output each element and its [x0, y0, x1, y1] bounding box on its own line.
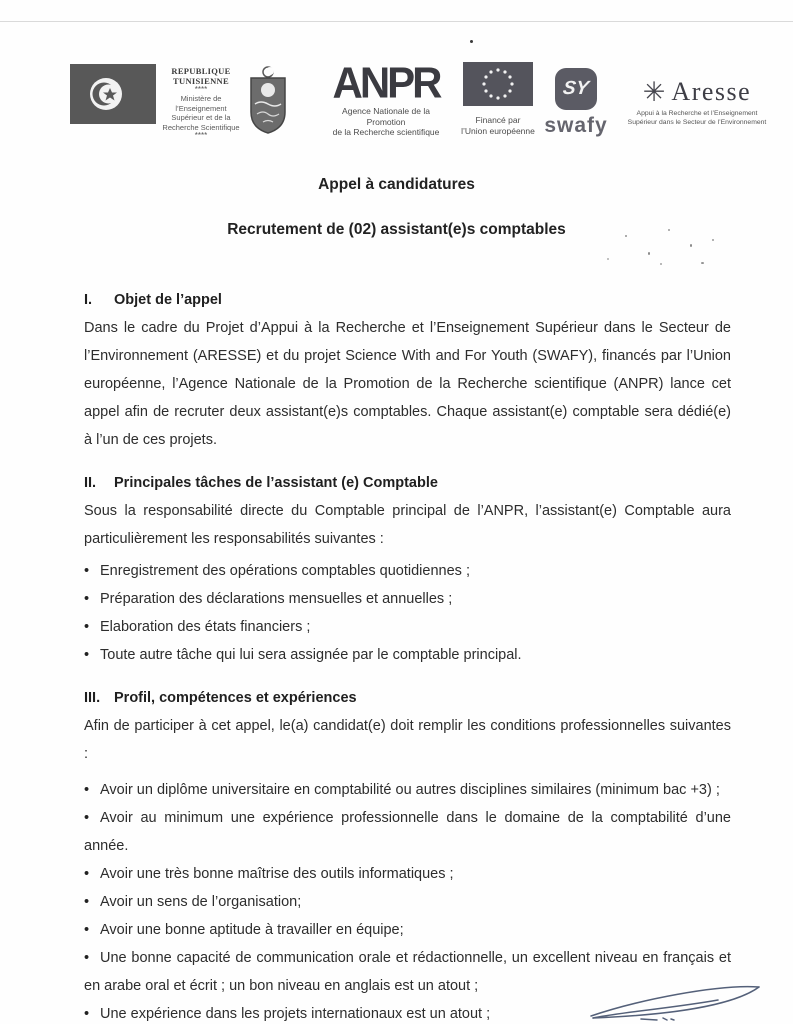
list-item-text: Avoir un diplôme universitaire en comptabilité ou autres disciplines similaires (minimum bac +3) ; [100, 782, 720, 798]
anpr-logo [322, 60, 450, 138]
bullet-icon: • [84, 647, 90, 663]
republic-label: REPUBLIQUE TUNISIENNE [171, 66, 231, 86]
section-heading: Profil, compétences et expériences [114, 690, 357, 706]
scan-artifact-speck [648, 252, 650, 255]
list-item [84, 804, 731, 860]
list-item-text: Avoir une bonne aptitude à travailler en équipe; [100, 922, 404, 938]
swafy-wordmark: swafy [544, 114, 608, 137]
bullet-icon: • [84, 619, 90, 635]
list-item-text: Une bonne capacité de communication orale et rédactionnelle, un excellent niveau en français et en arabe oral et écrit ; un bon niveau en anglais est un atout ; [84, 950, 731, 994]
swafy-monogram-letters: SY [561, 78, 591, 99]
eu-caption-line: l’Union européenne [461, 125, 535, 136]
ministry-text-block [156, 66, 246, 140]
scan-artifact-speck [701, 262, 704, 264]
section-paragraph: Afin de participer à cet appel, le(a) candidat(e) doit remplir les conditions professionnelles suivantes : [84, 718, 731, 762]
list-item-text: Avoir une très bonne maîtrise des outils informatiques ; [100, 866, 454, 882]
list-item [84, 613, 731, 641]
list-item-text: Préparation des déclarations mensuelles et annuelles ; [100, 591, 453, 607]
anpr-caption-line: de la Recherche scientifique [332, 127, 440, 137]
swafy-logo [543, 68, 609, 137]
list-item [84, 888, 731, 916]
stars-separator: **** [194, 85, 208, 94]
scan-artifact-speck [660, 263, 662, 265]
list-item [84, 916, 731, 944]
section-heading: Objet de l’appel [114, 292, 222, 308]
section-principales-taches [84, 469, 731, 669]
ministry-name-line: Ministère de l’Enseignement [175, 94, 227, 113]
eu-caption-line: Financé par [475, 115, 521, 125]
section-profil-competences [84, 684, 731, 1024]
eu-flag-logo [461, 62, 535, 136]
list-item [84, 641, 731, 669]
handwritten-signature [583, 976, 773, 1024]
section-numeral: I. [84, 292, 93, 308]
list-item [84, 860, 731, 888]
list-item-text: Enregistrement des opérations comptables quotidiennes ; [100, 563, 470, 579]
section-paragraph: Dans le cadre du Projet d’Appui à la Recherche et l’Enseignement Supérieur dans le Secteur de l’Environnement (ARESSE) et du projet Science With and For Youth (SWAFY), financés par l’Union européenne, l’Agence Nationale de la Promotion de la Recherche scientifique (ANPR) lance cet appel afin de recruter deux assistant(e)s comptables. Chaque assistant(e) comptable sera dédié(e) à l’un de ces projets. [84, 320, 731, 448]
list-item-text: Avoir un sens de l’organisation; [100, 894, 302, 910]
aresse-logo [626, 78, 768, 127]
list-item-text: Avoir au minimum une expérience professionnelle dans le domaine de la comptabilité d’une année. [84, 810, 731, 854]
bullet-list [84, 557, 731, 669]
bullet-icon: • [84, 563, 90, 579]
section-heading: Principales tâches de l’assistant (e) Comptable [114, 475, 438, 491]
bullet-icon: • [84, 950, 90, 966]
bullet-icon: • [84, 866, 90, 882]
scan-artifact-speck [607, 258, 609, 260]
document-title: Appel à candidatures [318, 176, 475, 193]
section-numeral: II. [84, 475, 97, 491]
bullet-icon: • [84, 591, 90, 607]
stars-separator: **** [194, 131, 208, 140]
ministry-name-line: Supérieur et de la [171, 113, 231, 122]
section-numeral: III. [84, 690, 101, 706]
aresse-wordmark: Aresse [671, 77, 752, 106]
document-body [84, 286, 731, 1024]
aresse-caption-line: Appui à la Recherche et l’Enseignement [636, 110, 758, 117]
list-item [84, 585, 731, 613]
list-item [84, 776, 731, 804]
scan-artifact-line [0, 21, 793, 22]
ministry-name-line: Recherche Scientifique [162, 122, 240, 132]
list-item-text: Elaboration des états financiers ; [100, 619, 311, 635]
section-paragraph: Sous la responsabilité directe du Comptable principal de l’ANPR, l’assistant(e) Comptable aura particulièrement les responsabilités suivantes : [84, 503, 731, 547]
scan-artifact-speck [712, 239, 714, 241]
anpr-wordmark: ANPR [332, 58, 440, 107]
tunisia-coat-of-arms-icon [247, 64, 289, 141]
bullet-icon: • [84, 810, 90, 826]
aresse-caption-line: Supérieur dans le Secteur de l’Environnement [627, 118, 767, 126]
tunisia-flag-icon [70, 64, 156, 129]
bullet-icon: • [84, 894, 90, 910]
scan-artifact-speck [470, 40, 473, 43]
swafy-monogram-icon [555, 68, 597, 110]
eu-flag-icon [463, 62, 533, 106]
list-item-text: Toute autre tâche qui lui sera assignée par le comptable principal. [100, 647, 522, 663]
bullet-icon: • [84, 1006, 90, 1022]
scan-artifact-speck [690, 244, 692, 247]
anpr-caption-line: Agence Nationale de la Promotion [342, 106, 430, 127]
document-subtitle: Recrutement de (02) assistant(e)s comptables [227, 221, 566, 238]
aresse-asterisk-icon: ✳ [642, 77, 666, 107]
bullet-icon: • [84, 782, 90, 798]
section-objet-de-l-appel [84, 286, 731, 454]
list-item [84, 557, 731, 585]
list-item-text: Une expérience dans les projets internationaux est un atout ; [100, 1006, 491, 1022]
bullet-icon: • [84, 922, 90, 938]
